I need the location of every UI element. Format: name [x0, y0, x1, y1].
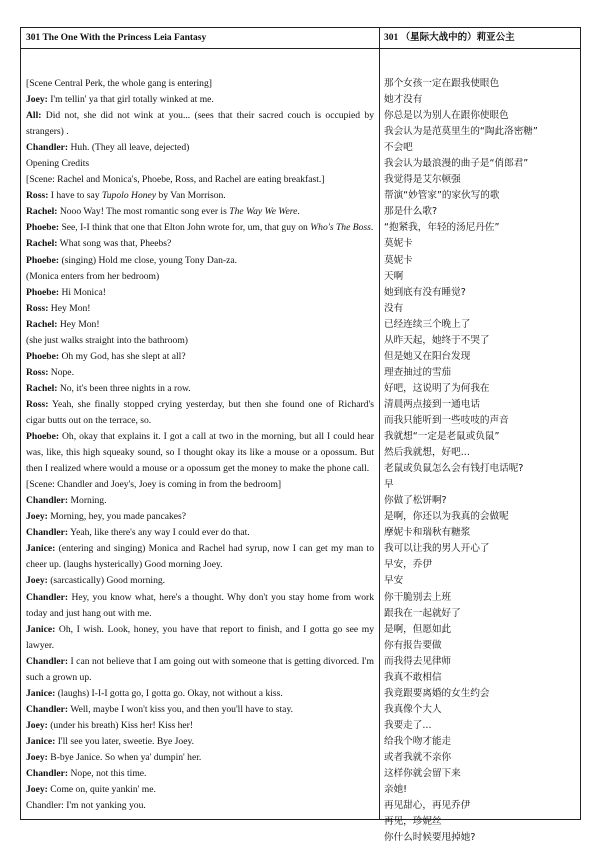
english-line	[26, 236, 374, 252]
dialogue-text: (laughs) I-I-I gotta go, I gotta go. Okay, not without a kiss.	[55, 687, 283, 699]
speaker-name: Joey:	[26, 719, 48, 731]
english-line	[26, 734, 374, 750]
chinese-line: 已经连续三个晚上了	[384, 318, 471, 330]
chinese-header: 301 （星际大战中的）莉亚公主	[384, 33, 515, 43]
chinese-line: 清晨两点接到一通电话	[384, 398, 480, 410]
chinese-line: 再见甜心，再见乔伊	[384, 800, 471, 812]
dialogue-text: Huh. (They all leave, dejected)	[68, 142, 190, 154]
chinese-line: 她才没有	[384, 94, 423, 106]
chinese-line: 我要走了...	[384, 719, 432, 731]
dialogue-text: What song was that, Pheebs?	[57, 238, 172, 250]
dialogue-text: Yeah, she finally stopped crying yesterday, but then she found one of Richard's cigar butts out on the terrace, so.	[26, 398, 374, 426]
dialogue-text: (she just walks straight into the bathroom)	[26, 334, 189, 346]
dialogue-text: [Scene: Rachel and Monica's, Phoebe, Ross, and Rachel are eating breakfast.]	[26, 174, 325, 186]
dialogue-text: (Monica enters from her bedroom)	[26, 270, 160, 282]
chinese-line: 早	[384, 479, 394, 491]
english-line	[26, 654, 374, 686]
speaker-name: Joey:	[26, 575, 48, 587]
chinese-line: 或者我就不亲你	[384, 751, 452, 763]
dialogue-text: (under his breath) Kiss her! Kiss her!	[47, 719, 194, 731]
dialogue-text-end: .	[370, 222, 374, 234]
english-line	[26, 172, 374, 188]
dialogue-text: No, it's been three nights in a row.	[57, 382, 191, 394]
speaker-name: Ross:	[26, 398, 49, 410]
chinese-line: 她到底有没有睡觉?	[384, 286, 466, 298]
song-title: Tupolo Honey	[101, 190, 157, 202]
chinese-line: 那是什么歌?	[384, 206, 438, 218]
english-line	[26, 493, 374, 509]
chinese-line: 但是她又在阳台发现	[384, 350, 471, 362]
chinese-line: 摩妮卡和瑞秋有糖浆	[384, 527, 471, 539]
chinese-line: 再见，珍妮丝	[384, 816, 442, 828]
english-line	[26, 702, 374, 718]
speaker-name: Chandler:	[26, 591, 69, 603]
english-line	[26, 301, 374, 317]
chinese-line: 你干脆别去上班	[384, 591, 452, 603]
speaker-name: Joey:	[26, 751, 48, 763]
chinese-line: 我竟跟要离婚的女生约会	[384, 687, 490, 699]
chinese-line: 你有报告要做	[384, 639, 442, 651]
dialogue-text: Yeah, like there's any way I could ever do that.	[68, 527, 250, 539]
blank-line	[26, 60, 374, 76]
speaker-name: Chandler:	[26, 655, 69, 667]
song-title: Who's The Boss	[310, 222, 371, 234]
english-column	[26, 60, 374, 814]
chinese-line: 我会认为是范莫里生的“陶此洛密糖”	[384, 126, 538, 138]
chinese-line: 我真不敢相信	[384, 671, 442, 683]
dialogue-text: Well, maybe I won't kiss you, and then you'll have to stay.	[68, 703, 294, 715]
dialogue-text: [Scene: Chandler and Joey's, Joey is coming in from the bedroom]	[26, 479, 282, 491]
chinese-line: 莫妮卡	[384, 254, 413, 266]
chinese-line: 从昨天起，她终于不哭了	[384, 334, 490, 346]
chinese-line: 这样你就会留下来	[384, 768, 461, 780]
english-line	[26, 285, 374, 301]
speaker-name: Ross:	[26, 190, 49, 202]
english-line	[26, 686, 374, 702]
chinese-line: 是啊，你还以为我真的会做呢	[384, 511, 509, 523]
chinese-line: 我会认为最浪漫的曲子是“俏郎君”	[384, 158, 529, 170]
speaker-name: Janice:	[26, 687, 56, 699]
english-line	[26, 349, 374, 365]
dialogue-text: Nope.	[48, 366, 74, 378]
chinese-line: 帮演“妙管家”的家伙写的歌	[384, 190, 500, 202]
chinese-line: 你什么时候要甩掉她?	[384, 832, 476, 844]
dialogue-text: See, I-I think that one that Elton John wrote for, um, that guy on	[59, 222, 311, 234]
speaker-name: Chandler:	[26, 703, 69, 715]
speaker-name: Janice:	[26, 543, 56, 555]
english-line	[26, 509, 374, 525]
chinese-line: 早安	[384, 575, 404, 587]
speaker-name: Ross:	[26, 366, 49, 378]
dialogue-text: Hey Mon!	[48, 302, 91, 314]
chinese-line: 而我得去见律师	[384, 655, 452, 667]
english-line	[26, 204, 374, 220]
chinese-line: “抱紧我，年轻的汤尼丹佐”	[384, 222, 500, 234]
english-line	[26, 253, 374, 269]
english-line	[26, 156, 374, 172]
chinese-line: 跟我在一起就好了	[384, 607, 461, 619]
dialogue-text: Did not, she did not wink at you... (sees that their sacred couch is occupied by strangers) .	[26, 110, 374, 138]
speaker-name: Joey:	[26, 511, 48, 523]
english-line	[26, 317, 374, 333]
speaker-name: Joey:	[26, 784, 48, 796]
speaker-name: Rachel:	[26, 318, 58, 330]
dialogue-text-end: .	[297, 206, 300, 218]
english-line	[26, 397, 374, 429]
dialogue-text: I'm tellin' ya that girl totally winked at me.	[47, 94, 214, 106]
english-line	[26, 718, 374, 734]
speaker-name: All:	[26, 110, 42, 122]
dialogue-text: (sarcastically) Good morning.	[47, 575, 166, 587]
english-line	[26, 622, 374, 654]
dialogue-text: Opening Credits	[26, 158, 90, 170]
dialogue-text: Hi Monica!	[59, 286, 106, 298]
speaker-name: Rachel:	[26, 382, 58, 394]
dialogue-text: Nooo Way! The most romantic song ever is	[57, 206, 230, 218]
speaker-name: Phoebe:	[26, 222, 60, 234]
chinese-column	[384, 60, 576, 846]
speaker-name: Phoebe:	[26, 431, 60, 443]
chinese-line: 亲她!	[384, 784, 408, 796]
speaker-name: Chandler:	[26, 768, 69, 780]
english-header: 301 The One With the Princess Leia Fantasy	[26, 33, 207, 43]
english-line	[26, 76, 374, 92]
english-line	[26, 590, 374, 622]
chinese-line: 莫妮卡	[384, 238, 413, 250]
dialogue-text: Come on, quite yankin' me.	[47, 784, 156, 796]
song-title: The Way We Were	[229, 206, 298, 218]
english-line	[26, 766, 374, 782]
chinese-line: 理查抽过的雪茄	[384, 366, 452, 378]
dialogue-text: (singing) Hold me close, young Tony Dan-za.	[59, 254, 237, 266]
chinese-line: 老鼠或负鼠怎么会有钱打电话呢?	[384, 463, 524, 475]
english-line	[26, 365, 374, 381]
english-line	[26, 573, 374, 589]
chinese-line: 而我只能听到一些吱吱的声音	[384, 414, 509, 426]
english-line	[26, 108, 374, 140]
english-line	[26, 477, 374, 493]
chinese-line: 没有	[384, 302, 404, 314]
chinese-line: 我觉得是艾尔顿强	[384, 174, 461, 186]
english-line	[26, 429, 374, 477]
dialogue-text: Hey, you know what, here's a thought. Why don't you stay home from work today and just hang out with me.	[26, 591, 374, 619]
dialogue-text: B-bye Janice. So when ya' dumpin' her.	[47, 751, 202, 763]
english-line	[26, 140, 374, 156]
chinese-line: 好吧，这说明了为何我在	[384, 382, 490, 394]
dialogue-text: Nope, not this time.	[68, 768, 147, 780]
english-line	[26, 188, 374, 204]
speaker-name: Rachel:	[26, 206, 58, 218]
header-separator	[21, 48, 580, 49]
speaker-name: Joey:	[26, 94, 48, 106]
chinese-line: 是啊，但愿如此	[384, 623, 452, 635]
chinese-line: 我就想“一定是老鼠或负鼠”	[384, 431, 500, 443]
speaker-name: Rachel:	[26, 238, 58, 250]
english-line	[26, 541, 374, 573]
dialogue-text: Morning, hey, you made pancakes?	[47, 511, 187, 523]
english-line	[26, 381, 374, 397]
chinese-line: 天啊	[384, 270, 404, 282]
english-line	[26, 220, 374, 236]
chinese-line: 我真像个大人	[384, 703, 442, 715]
english-line	[26, 798, 374, 814]
chinese-line: 早安，乔伊	[384, 559, 432, 571]
dialogue-text: (entering and singing) Monica and Rachel had syrup, now I can get my man to cheer up. (laughs hysterically) Good morning Joey.	[26, 543, 374, 571]
chinese-line: 你总是以为别人在跟你使眼色	[384, 110, 509, 122]
speaker-name: Janice:	[26, 623, 56, 635]
dialogue-text: Oh, I wish. Look, honey, you have that report to finish, and I gotta go see my lawyer.	[26, 623, 374, 651]
dialogue-text: [Scene Central Perk, the whole gang is entering]	[26, 78, 212, 89]
speaker-name: Chandler:	[26, 142, 69, 154]
speaker-name: Ross:	[26, 302, 49, 314]
dialogue-text: Oh, okay that explains it. I got a call at two in the morning, but all I could hear was, like, this high squeaky sound, so I thought okay its like a mouse or a opossum. But then I realized where would a mouse or a opossum get the money to make the phone call.	[26, 431, 374, 475]
dialogue-text: I have to say	[48, 190, 102, 202]
chinese-line: 不会吧	[384, 142, 413, 154]
dialogue-text: I'll see you later, sweetie. Bye Joey.	[55, 735, 195, 747]
english-line	[26, 269, 374, 285]
speaker-name: Janice:	[26, 735, 56, 747]
english-line	[26, 525, 374, 541]
transcript-table	[20, 27, 581, 844]
speaker-name: Chandler:	[26, 495, 69, 507]
dialogue-text-end: by Van Morrison.	[156, 190, 226, 202]
speaker-name: Phoebe:	[26, 350, 60, 362]
chinese-line: 你做了松饼啊?	[384, 495, 447, 507]
speaker-name: Phoebe:	[26, 254, 60, 266]
dialogue-text: Morning.	[68, 495, 107, 507]
english-line	[26, 333, 374, 349]
english-line	[26, 782, 374, 798]
chinese-line: 给我个吻才能走	[384, 735, 452, 747]
english-line	[26, 92, 374, 108]
chinese-line: 我可以让我的男人开心了	[384, 543, 490, 555]
blank-line	[384, 60, 576, 76]
dialogue-text: I can not believe that I am going out with someone that is getting divorced. I'm such a grown up.	[26, 655, 374, 683]
chinese-line: 然后我就想，好吧...	[384, 447, 470, 459]
dialogue-text: Chandler: I'm not yanking you.	[26, 800, 146, 812]
chinese-line: 那个女孩一定在跟我使眼色	[384, 78, 500, 89]
dialogue-text: Hey Mon!	[57, 318, 100, 330]
column-divider	[379, 28, 380, 819]
speaker-name: Phoebe:	[26, 286, 60, 298]
speaker-name: Chandler:	[26, 527, 69, 539]
english-line	[26, 750, 374, 766]
dialogue-text: Oh my God, has she slept at all?	[59, 350, 186, 362]
